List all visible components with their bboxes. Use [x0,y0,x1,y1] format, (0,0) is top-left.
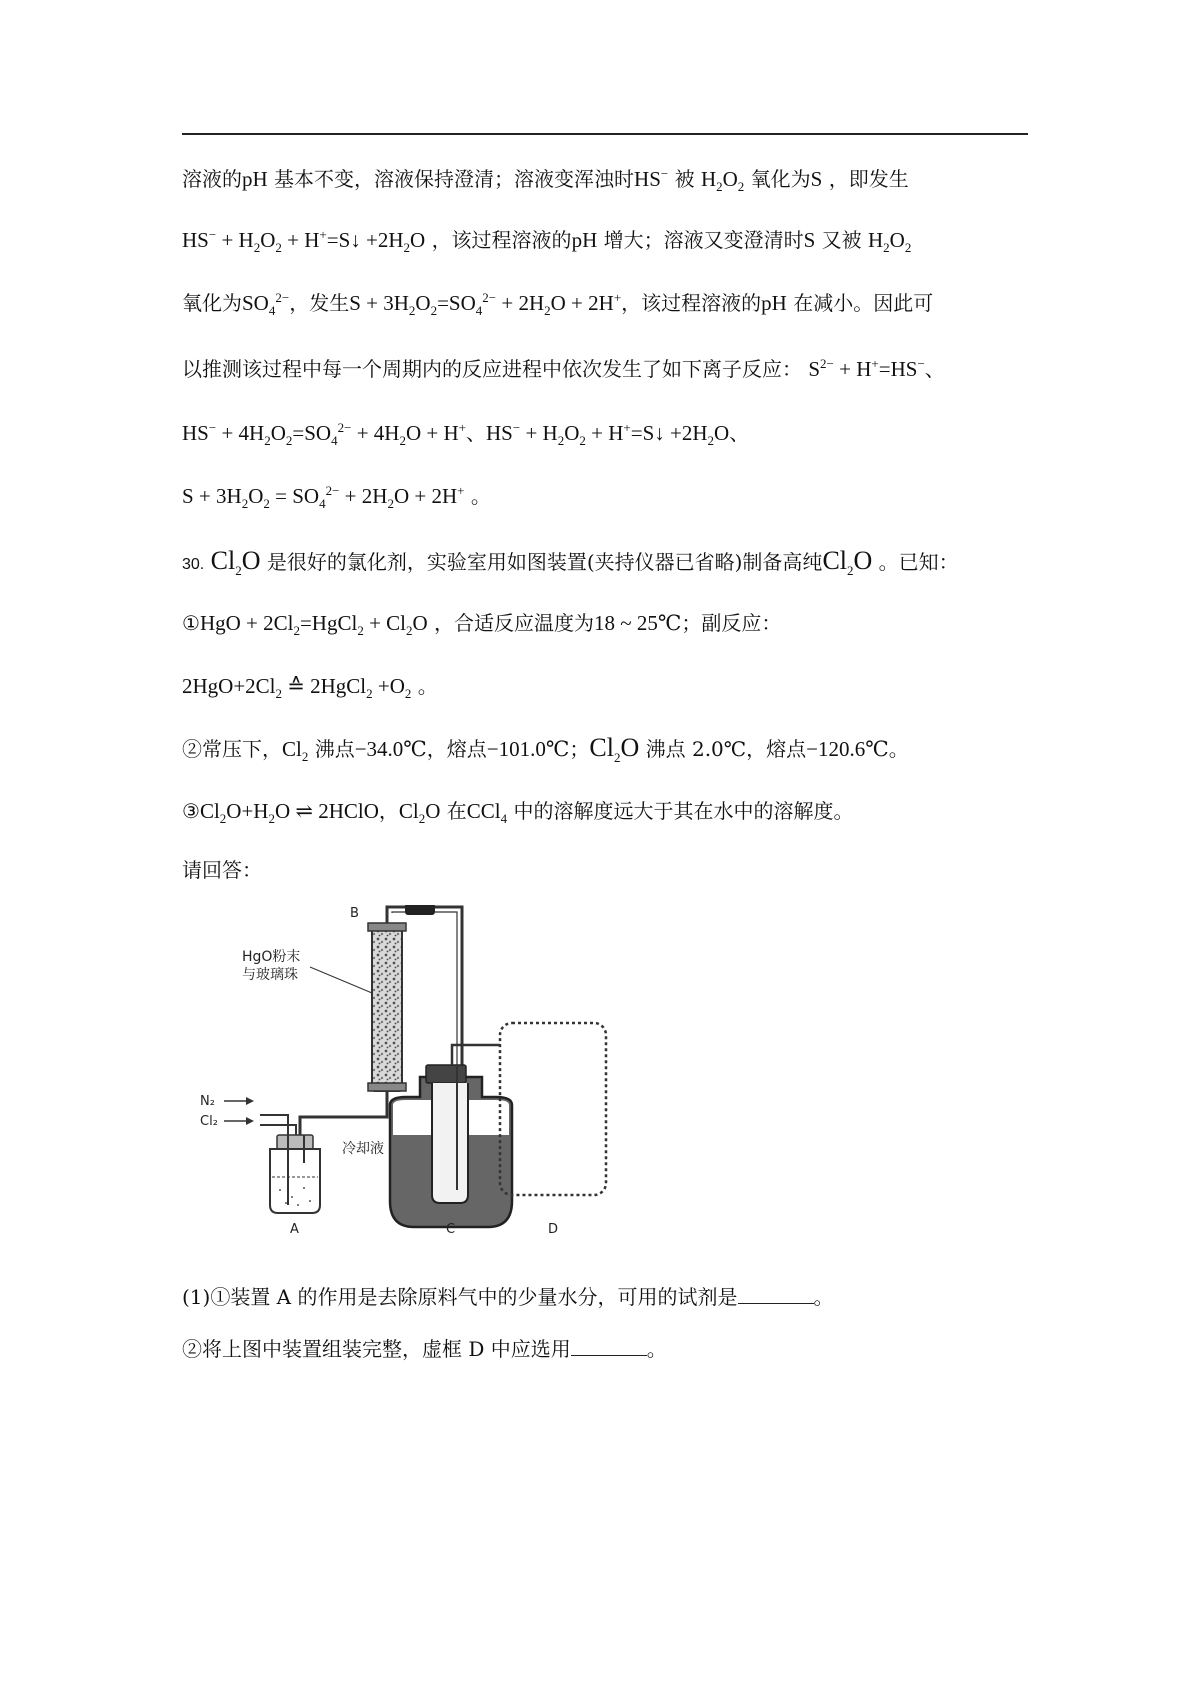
label-c: C [446,1222,456,1235]
dashed-frame-d [500,1023,606,1195]
apparatus-diagram [200,905,660,1235]
text-line-1: 溶液的pH 基本不变，溶液保持澄清；溶液变浑浊时HS− 被 $H_2O_2$ 氧化为S ，即发生 [182,166,909,195]
text-line-4: 以推测该过程中每一个周期内的反应进程中依次发生了如下离子反应： $S^{2-} + H^+=HS^-$、 [182,356,945,381]
label-d: D [548,1222,559,1235]
label-coolant: 冷却液 [342,1141,384,1157]
header-rule [182,133,1028,135]
text-line-6: $S + 3H_2O_2 = SO_4^{2-} + 2H_2O + 2H^+$ 。 [182,483,491,512]
question-30-intro: 30. $Cl_2O$ 是很好的氯化剂，实验室用如图装置(夹持仪器已省略)制备高纯$Cl_2O$ 。已知： [182,546,959,579]
label-b: B [350,906,359,921]
please-answer: 请回答： [182,858,262,882]
known-2: ②常压下，$Cl_2$ 沸点−34.0℃，熔点−101.0℃；$Cl_2O$ 沸点 2.0℃，熔点−120.6℃。 [182,733,909,766]
collection-flask-c [390,1045,512,1227]
drying-column-b [368,913,406,1103]
sub-question-1: (1)①装置 A 的作用是去除原料气中的少量水分，可用的试剂是 。 [182,1285,834,1309]
answer-blank-2[interactable] [571,1337,647,1356]
known-3: $③Cl_2O+H_2O$ ⇌ 2HClO，$Cl_2O$ 在CCl$_4$ 中的溶解度远大于其在水中的溶解度。 [182,799,854,827]
label-cl2: Cl₂ [200,1114,218,1129]
known-1: ①HgO + $2Cl_2=HgCl_2 + Cl_2O$ ，合适反应温度为18 ~ 25℃；副反应： [182,611,782,639]
gas-washing-bottle-a [260,1115,320,1213]
text-line-3: 氧化为$SO_4^{2-}$，发生$S + 3H_2O_2=SO_4^{2-} + 2H_2O + 2H^+$，该过程溶液的pH 在减小。因此可 [182,290,934,319]
sub-question-2: ②将上图中装置组装完整，虚框 D 中应选用 。 [182,1337,667,1361]
label-n2: N₂ [200,1094,215,1109]
label-powder-1: HgO粉末 [242,949,301,965]
answer-blank-1[interactable] [738,1285,814,1304]
gas-inlet-arrows [224,1097,254,1125]
text-line-2: $HS^- + H_2O_2$ + H+=S↓ $+2H_2O$ ，该过程溶液的pH 增大；溶液又变澄清时S 又被 $H_2O_2$ [182,227,912,256]
text-line-5: $HS^- + 4H_2O_2=SO_4^{2-} + 4H_2O + H^+$、$HS^- + H_2O_2$ + H+=S↓ $+2H_2O$、 [182,420,750,449]
connecting-tube-ab [300,1103,387,1135]
label-a: A [290,1222,299,1235]
label-powder-2: 与玻璃珠 [242,967,298,983]
question-number: 30. [182,556,205,573]
side-reaction: $2HgO+2Cl_2$ ≙ 2HgCl$_2$ $+O_2$ 。 [182,674,438,702]
